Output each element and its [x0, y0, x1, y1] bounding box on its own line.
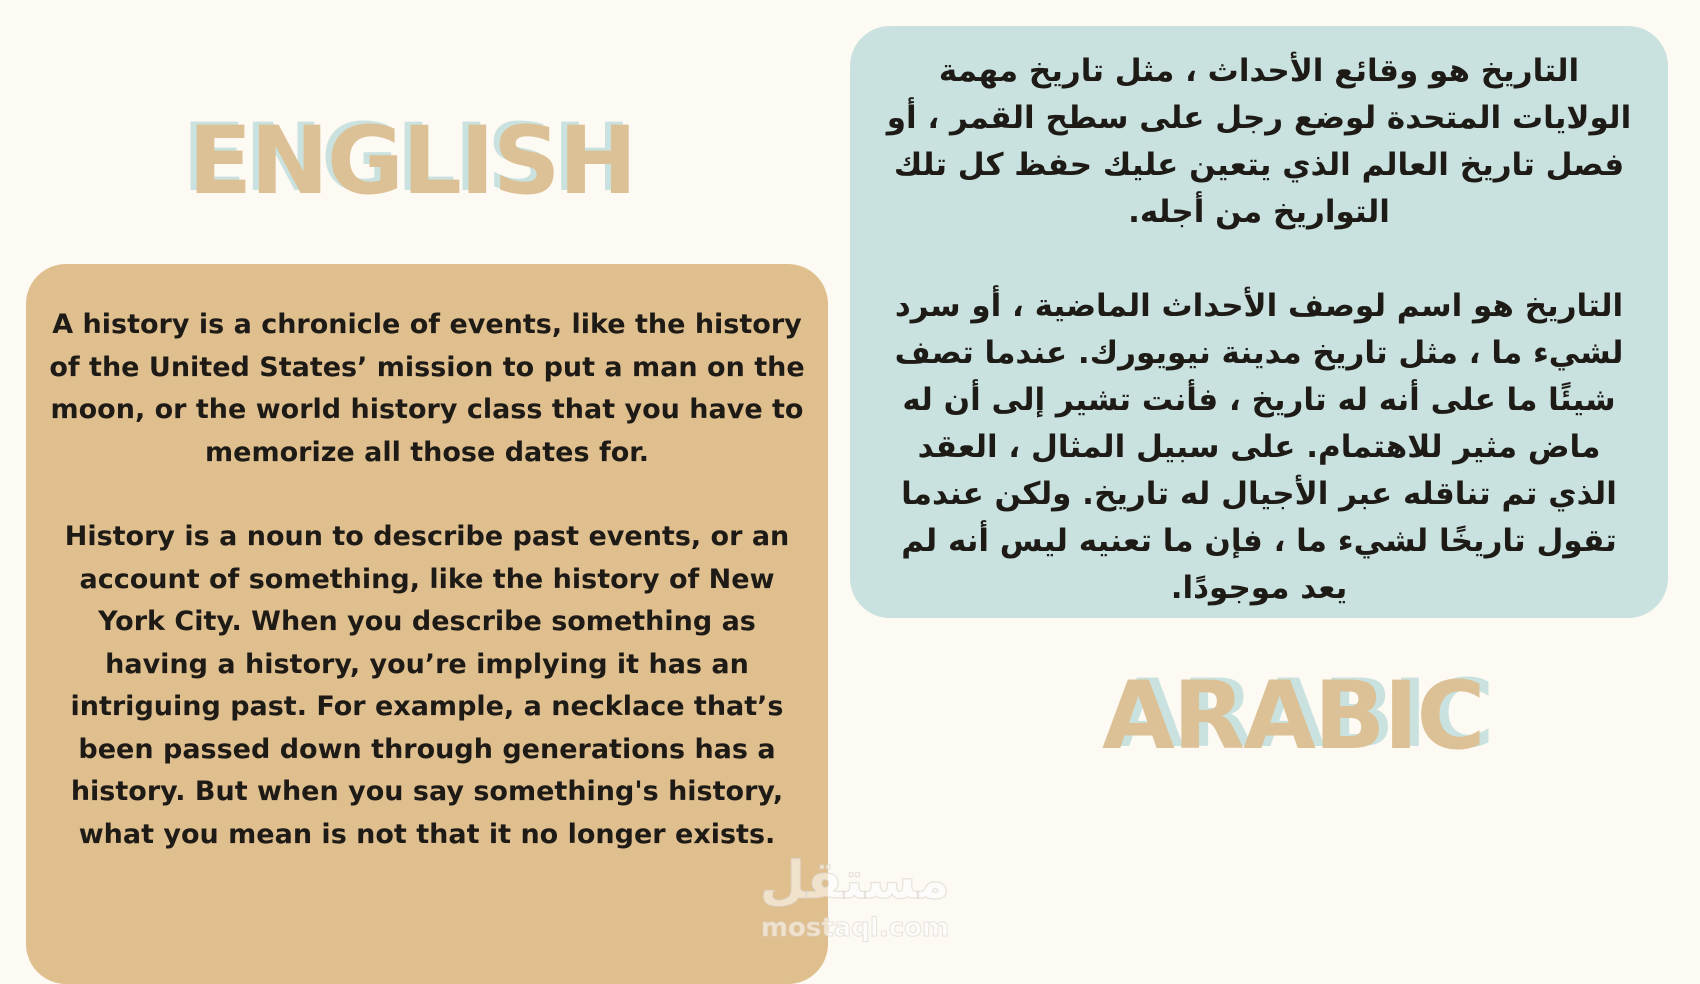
english-text-card: [26, 264, 828, 984]
arabic-paragraph-1: التاريخ هو وقائع الأحداث ، مثل تاريخ مهمة الولايات المتحدة لوضع رجل على سطح القمر ، أو فصل تاريخ العالم الذي يتعين عليك حفظ كل تلك التواريخ من أجله.: [886, 53, 1632, 230]
english-paragraph-1: A history is a chronicle of events, like the history of the United States’ mission to put a man on the moon, or the world history class that you have to memorize all those dates for.: [49, 309, 805, 468]
arabic-heading: ARABIC: [1102, 662, 1484, 771]
watermark-domain-text: mostaql.com: [760, 913, 950, 943]
arabic-paragraph-2: التاريخ هو اسم لوصف الأحداث الماضية ، أو سرد لشيء ما ، مثل تاريخ مدينة نيويورك. عندما تصف شيئًا ما على أنه له تاريخ ، فأنت تشير إلى أن له ماض مثير للاهتمام. على سبيل المثال ، العقد الذي تم تناقله عبر الأجيال له تاريخ. ولكن عندما تقول تاريخًا لشيء ما ، فإن ما تعنيه ليس أنه لم يعد موجودًا.: [894, 288, 1624, 606]
english-heading: ENGLISH: [188, 107, 636, 216]
watermark-logo-text: مستقل: [759, 851, 951, 911]
arabic-text-card: [850, 26, 1668, 618]
english-paragraph-2: History is a noun to describe past events, or an account of something, like the history of New York City. When you describe something as having a history, you’re implying it has an intriguing past. For example, a necklace that’s been passed down through generations has a history. But when you say something's history, what you mean is not that it no longer exists.: [64, 521, 790, 850]
